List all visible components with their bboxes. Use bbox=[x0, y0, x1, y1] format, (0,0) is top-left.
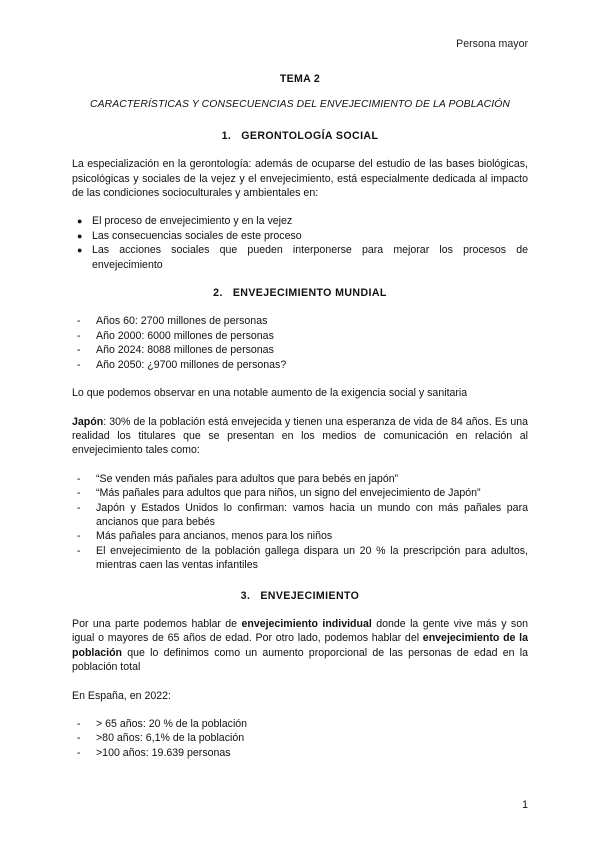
dash-icon: - bbox=[77, 530, 81, 543]
document-page bbox=[72, 72, 528, 760]
dash-icon: - bbox=[77, 732, 81, 745]
list-item: - >100 años: 19.639 personas bbox=[77, 746, 231, 759]
dash-icon: - bbox=[77, 315, 81, 328]
list-item: - Año 2050: ¿9700 millones de personas? bbox=[77, 358, 287, 371]
list-item: - > 65 años: 20 % de la población bbox=[77, 718, 248, 730]
list-item: - Años 60: 2700 millones de personas bbox=[77, 315, 268, 328]
dash-icon: - bbox=[77, 472, 81, 485]
list-item: - “Se venden más pañales para adultos que para bebés en japón” bbox=[77, 472, 399, 485]
list-item: - El envejecimiento de la población gallega dispara un 20 % la prescripción para adultos, mientras caen las ventas infantiles bbox=[77, 544, 528, 572]
dash-icon: - bbox=[77, 329, 81, 342]
japan-paragraph: Japón: 30% de la población está envejecida y tienen una esperanza de vida de 84 años. Es una realidad los titulares que se presentan en los medios de comunicación en relación al envejecimiento tales como: bbox=[72, 415, 528, 457]
running-header: Persona mayor bbox=[456, 38, 528, 50]
list-item: - “Más pañales para adultos que para niños, un signo del envejecimiento de Japón” bbox=[77, 487, 481, 500]
dash-icon: - bbox=[77, 487, 81, 500]
list-item: ● El proceso de envejecimiento y en la vejez bbox=[77, 215, 293, 228]
dash-icon: - bbox=[77, 501, 81, 514]
list-item: - Más pañales para ancianos, menos para los niños bbox=[77, 530, 333, 543]
section-1-bullet-list bbox=[72, 214, 528, 272]
aging-definition-paragraph: Por una parte podemos hablar de envejecimiento individual donde la gente vive más y son igual o mayores de 65 años de edad. Por otro lado, podemos hablar del envejecimiento de la población que lo definimos como un aumento proporcional de las personas de edad en la población total bbox=[72, 617, 528, 674]
list-item: - Japón y Estados Unidos lo confirman: vamos hacia un mundo con más pañales para ancianos que para bebés bbox=[77, 501, 528, 528]
spain-stats-list bbox=[72, 717, 528, 760]
section-2-title: ENVEJECIMIENTO MUNDIAL bbox=[232, 287, 387, 300]
spain-intro: En España, en 2022: bbox=[72, 689, 171, 702]
population-years-list bbox=[72, 314, 528, 372]
list-item: - Año 2024: 8088 millones de personas bbox=[77, 344, 274, 357]
section-2-number: 2. bbox=[213, 287, 223, 300]
section-3-heading bbox=[72, 589, 528, 603]
dash-icon: - bbox=[77, 718, 81, 730]
list-item: ● Las consecuencias sociales de este proceso bbox=[77, 229, 302, 242]
bullet-icon: ● bbox=[77, 216, 83, 227]
observation-paragraph: Lo que podemos observar en una notable aumento de la exigencia social y sanitaria bbox=[72, 387, 468, 400]
dash-icon: - bbox=[77, 746, 81, 759]
document-subtitle: CARACTERÍSTICAS Y CONSECUENCIAS DEL ENVEJECIMIENTO DE LA POBLACIÓN bbox=[89, 99, 511, 111]
japan-label: Japón bbox=[72, 415, 104, 428]
document-title: TEMA 2 bbox=[279, 73, 321, 85]
section-1-intro: La especialización en la gerontología: además de ocuparse del estudio de las bases biológicas, psicológicas y sociales de la vejez y el envejecimiento, está especialmente dedicada al impacto de las condiciones socioculturales y ambientales en: bbox=[72, 158, 528, 200]
section-2-heading bbox=[72, 286, 528, 300]
bullet-icon: ● bbox=[77, 230, 83, 241]
list-item: - Año 2000: 6000 millones de personas bbox=[77, 329, 274, 342]
bullet-icon: ● bbox=[77, 245, 83, 256]
section-1-heading bbox=[72, 129, 528, 143]
page-number: 1 bbox=[522, 799, 528, 811]
headlines-list bbox=[72, 472, 528, 573]
section-1-number: 1. bbox=[221, 129, 232, 142]
dash-icon: - bbox=[77, 344, 81, 357]
section-3-number: 3. bbox=[240, 589, 251, 602]
dash-icon: - bbox=[77, 544, 81, 557]
dash-icon: - bbox=[77, 358, 81, 371]
section-1-title: GERONTOLOGÍA SOCIAL bbox=[241, 129, 379, 142]
list-item: - >80 años: 6,1% de la población bbox=[77, 732, 245, 745]
list-item: ● Las acciones sociales que pueden interponerse para mejorar los procesos de envejecimiento bbox=[77, 244, 528, 271]
section-3-title: ENVEJECIMIENTO bbox=[260, 589, 360, 602]
